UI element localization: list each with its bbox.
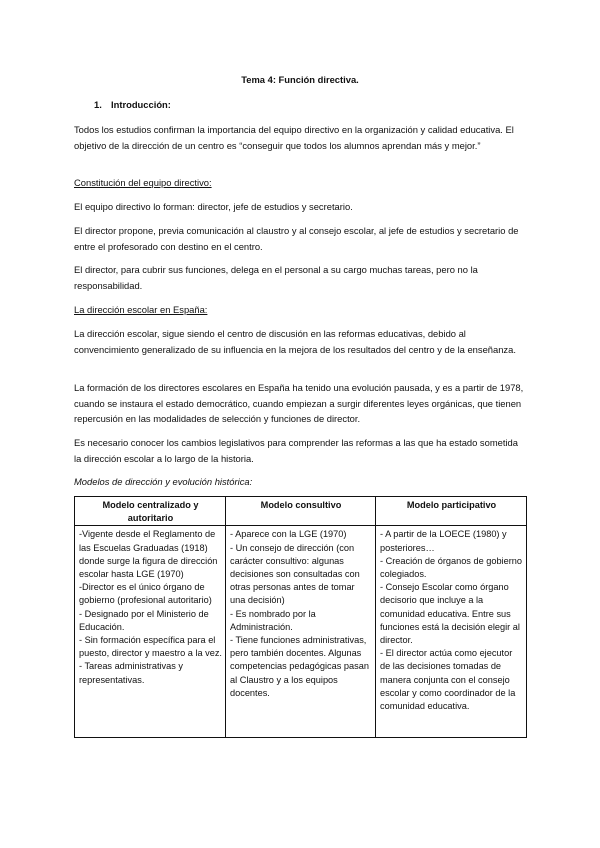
paragraph-forman: El equipo directivo lo forman: director, jefe de estudios y secretario. (74, 201, 353, 212)
cell-item: -Vigente desde el Reglamento de las Escuelas Graduadas (1918) donde surge la figura de dirección escolar hasta LGE (1970) (79, 529, 218, 580)
header-consultivo: Modelo consultivo (226, 497, 376, 526)
cell-item: - Es nombrado por la Administración. (230, 608, 316, 632)
paragraph-delega: El director, para cubrir sus funciones, delega en el personal a su cargo muchas tareas, pero no la responsabilidad. (74, 264, 478, 291)
heading-constitucion: Constitución del equipo directivo: (74, 177, 212, 188)
paragraph-propone: El director propone, previa comunicación al claustro y al consejo escolar, al jefe de estudios y secretario de entre el profesorado con destino en el centro. (74, 225, 519, 252)
section-number: 1. (94, 99, 102, 110)
table-caption: Modelos de dirección y evolución histórica: (74, 476, 253, 487)
cell-item: - Creación de órganos de gobierno colegiados. (380, 555, 522, 580)
cell-item: - Sin formación específica para el puesto, director y maestro a la vez. (79, 635, 222, 659)
cell-centralizado (75, 526, 226, 738)
section-heading-introduccion (94, 97, 546, 113)
paragraph-necesario: Es necesario conocer los cambios legislativos para comprender las reformas a las que ha estado sometida la dirección escolar a lo largo de la historia. (74, 437, 518, 464)
cell-item: - Consejo Escolar como órgano decisorio que incluye a la comunidad educativa. Entre sus funciones está la decisión elegir al director. (380, 582, 520, 646)
header-centralizado: Modelo centralizado y autoritario (75, 497, 226, 526)
cell-item: - Designado por el Ministerio de Educación. (79, 608, 209, 632)
document-title: Tema 4: Función directiva. (241, 74, 359, 85)
cell-item: - Tiene funciones administrativas, pero también docentes. Algunas competencias pedagógicas pasan al Claustro y a los equipos docentes. (230, 635, 369, 698)
intro-paragraph: Todos los estudios confirman la importancia del equipo directivo en la organización y calidad educativa. El objetivo de la dirección de un centro es “conseguir que todos los alumnos aprendan más y mejor.” (74, 124, 514, 151)
header-participativo: Modelo participativo (376, 497, 527, 526)
cell-item: - A partir de la LOECE (1980) y posteriores… (380, 529, 507, 553)
cell-item: -Director es el único órgano de gobierno (profesional autoritario) (79, 582, 212, 606)
table-header-row (75, 497, 527, 526)
paragraph-direccion: La dirección escolar, sigue siendo el centro de discusión en las reformas educativas, debido al convencimiento generalizado de su influencia en la mejora de los resultados del centro y de la enseñanza. (74, 328, 516, 355)
cell-consultivo (226, 526, 376, 738)
cell-item: - El director actúa como ejecutor de las decisiones tomadas de manera conjunta con el consejo escolar y como coordinador de la comunidad educativa. (380, 648, 516, 712)
section-title: Introducción: (111, 99, 171, 110)
models-table (74, 496, 527, 738)
cell-item: - Aparece con la LGE (1970) (230, 529, 347, 540)
table-row (75, 526, 527, 738)
cell-item: - Un consejo de dirección (con carácter consultivo: algunas decisiones son consultadas con otras personas antes de tomar una decisión) (230, 542, 360, 606)
cell-participativo (376, 526, 527, 738)
paragraph-formacion: La formación de los directores escolares en España ha tenido una evolución pausada, y es a partir de 1978, cuando se instaura el estado democrático, cuando empiezan a surgir diferentes leyes orgánicas, que tienen repercusión en las modalidades de selección y funciones de director. (74, 382, 524, 424)
cell-item: - Tareas administrativas y representativas. (79, 661, 183, 685)
heading-direccion-escolar: La dirección escolar en España: (74, 304, 208, 315)
